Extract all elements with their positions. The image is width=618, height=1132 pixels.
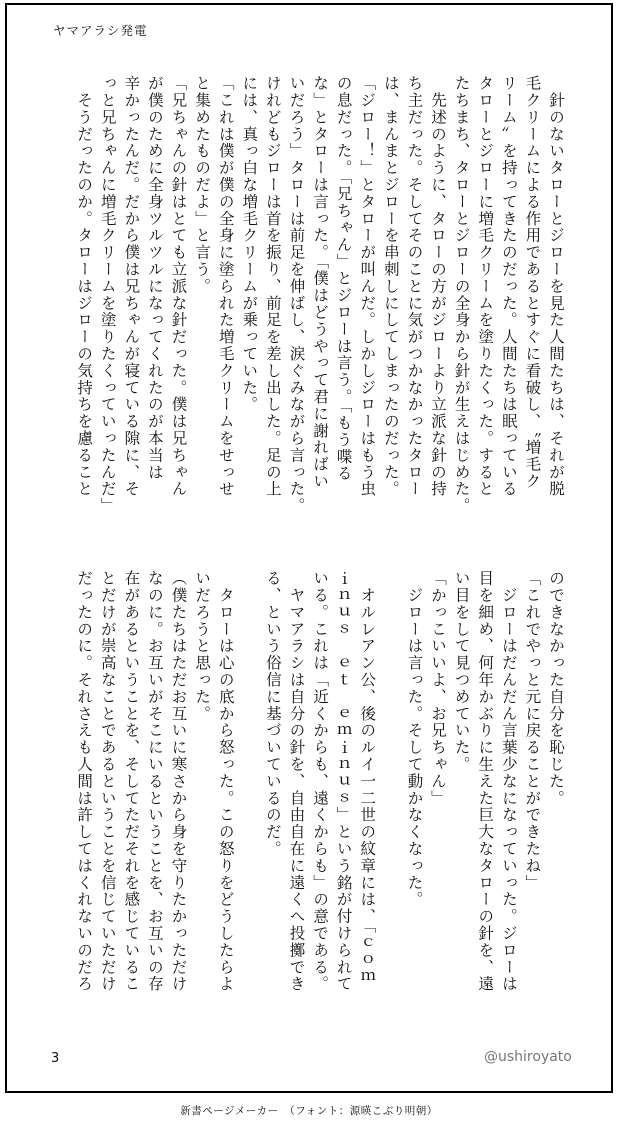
text-line: オルレアン公、後のルイ一二世の紋章には、「ｃｏｍ [358,570,377,985]
text-line: 先述のように、タローの方がジローより立派な針の持 [429,75,448,498]
footer-credit: 新書ページメーカー （フォント：源暎こぶり明朝） [180,1105,438,1117]
text-line: 「かっこいいよ、お兄ちゃん」 [429,570,448,807]
body-text-upper [72,75,567,517]
text-line: が僕のために全身ツルツルになってくれたのが本当は [145,75,164,481]
text-line: は、まんまとジローを串刺しにしてしまったのだった。 [381,75,400,498]
text-line: リーム〟を持ってきたのだった。人間たちは眠っている [499,75,518,498]
text-line: ち主だった。そしてそのことに気がつかなかったタロー [405,75,424,498]
text-line: そうだったのか。タローはジローの気持ちを慮ること [75,75,94,498]
text-line: 辛かったんだ。だから僕は兄ちゃんが寝ている隙に、そ [122,75,141,498]
text-line: タローは心の底から怒った。この怒りをどうしたらよ [216,570,235,993]
text-line: 針のないタローとジローを見た人間たちは、それが脱 [547,75,565,498]
text-line: ジローはだんだん言葉少なになっていった。ジローは [499,570,518,993]
text-line: ヤマアラシは自分の針を、自由自在に遠くへ投擲でき [287,570,306,993]
text-line: 「ジロー！」とタローが叫んだ。しかしジローはもう虫 [358,75,377,498]
text-line: たちまち、タローとジローの全身から針が生えはじめた。 [452,75,471,515]
text-line: なのに。お互いがそこにいるということを、お互いの存 [145,570,164,993]
text-line: 目を細め、何年かぶりに生えた巨大なタローの針を、遠 [476,570,495,993]
author-handle: @ushiroyato [484,1049,572,1065]
text-line: の息だった。「兄ちゃん」とジローは言う。「もう喋る [334,75,353,482]
page-frame [5,3,613,1093]
text-line: とだけが崇高なことであるということを信じていただけ [98,570,117,993]
text-line: タローとジローに増毛クリームを塗りたくった。すると [476,75,495,498]
page-number: 3 [51,1051,60,1066]
text-line: ｉｎｕｓ ｅｔ ｅｍｉｎｕｓ」という銘が付けられて [334,570,353,993]
text-line: いだろう」タローは前足を伸ばし、涙ぐみながら言った。 [287,75,306,515]
text-line: っと兄ちゃんに増毛クリームを塗りたくっていったんだ」 [98,75,117,515]
text-line: 「これでやっと元に戻ることができたね」 [523,570,542,892]
text-line: ジローは言った。そして動かなくなった。 [405,570,424,908]
text-line: だったのに。それさえも人間は許してはくれないのだろ [75,570,94,993]
text-line: （僕たちはただお互いに寒さから身を守りたかっただけ [169,570,188,993]
text-line: な」とタローは言った。「僕はどうやって君に謝ればい [311,75,330,490]
text-line: には、真っ白な増毛クリームが乗っていた。 [240,75,259,413]
text-line: 毛クリームによる作用であるとすぐに看破し、〝増毛ク [523,75,542,490]
text-line: いだろうと思った。 [193,570,212,723]
text-line: と集めたものだよ」と言う。 [193,75,212,295]
text-line: のできなかった自分を恥じた。 [547,570,565,807]
running-title: ヤマアラシ発電 [53,23,148,38]
text-line [378,570,402,1025]
text-line: い目をして見つめていた。 [452,570,471,773]
text-line: 「これは僕が僕の全身に塗られた増毛クリームをせっせ [216,75,235,498]
text-line: 「兄ちゃんの針はとても立派な針だった。僕は兄ちゃん [169,75,188,498]
text-line: る、という俗信に基づいているのだ。 [263,570,282,858]
text-line: 在があるということを、そしてただそれを感じているこ [122,570,141,993]
text-line: けれどもジローは首を振り、前足を差し出した。足の上 [263,75,282,498]
text-line [237,570,261,1025]
text-line: いる。これは「近くからも、遠くからも」の意である。 [311,570,330,993]
body-text-lower [72,570,567,1025]
